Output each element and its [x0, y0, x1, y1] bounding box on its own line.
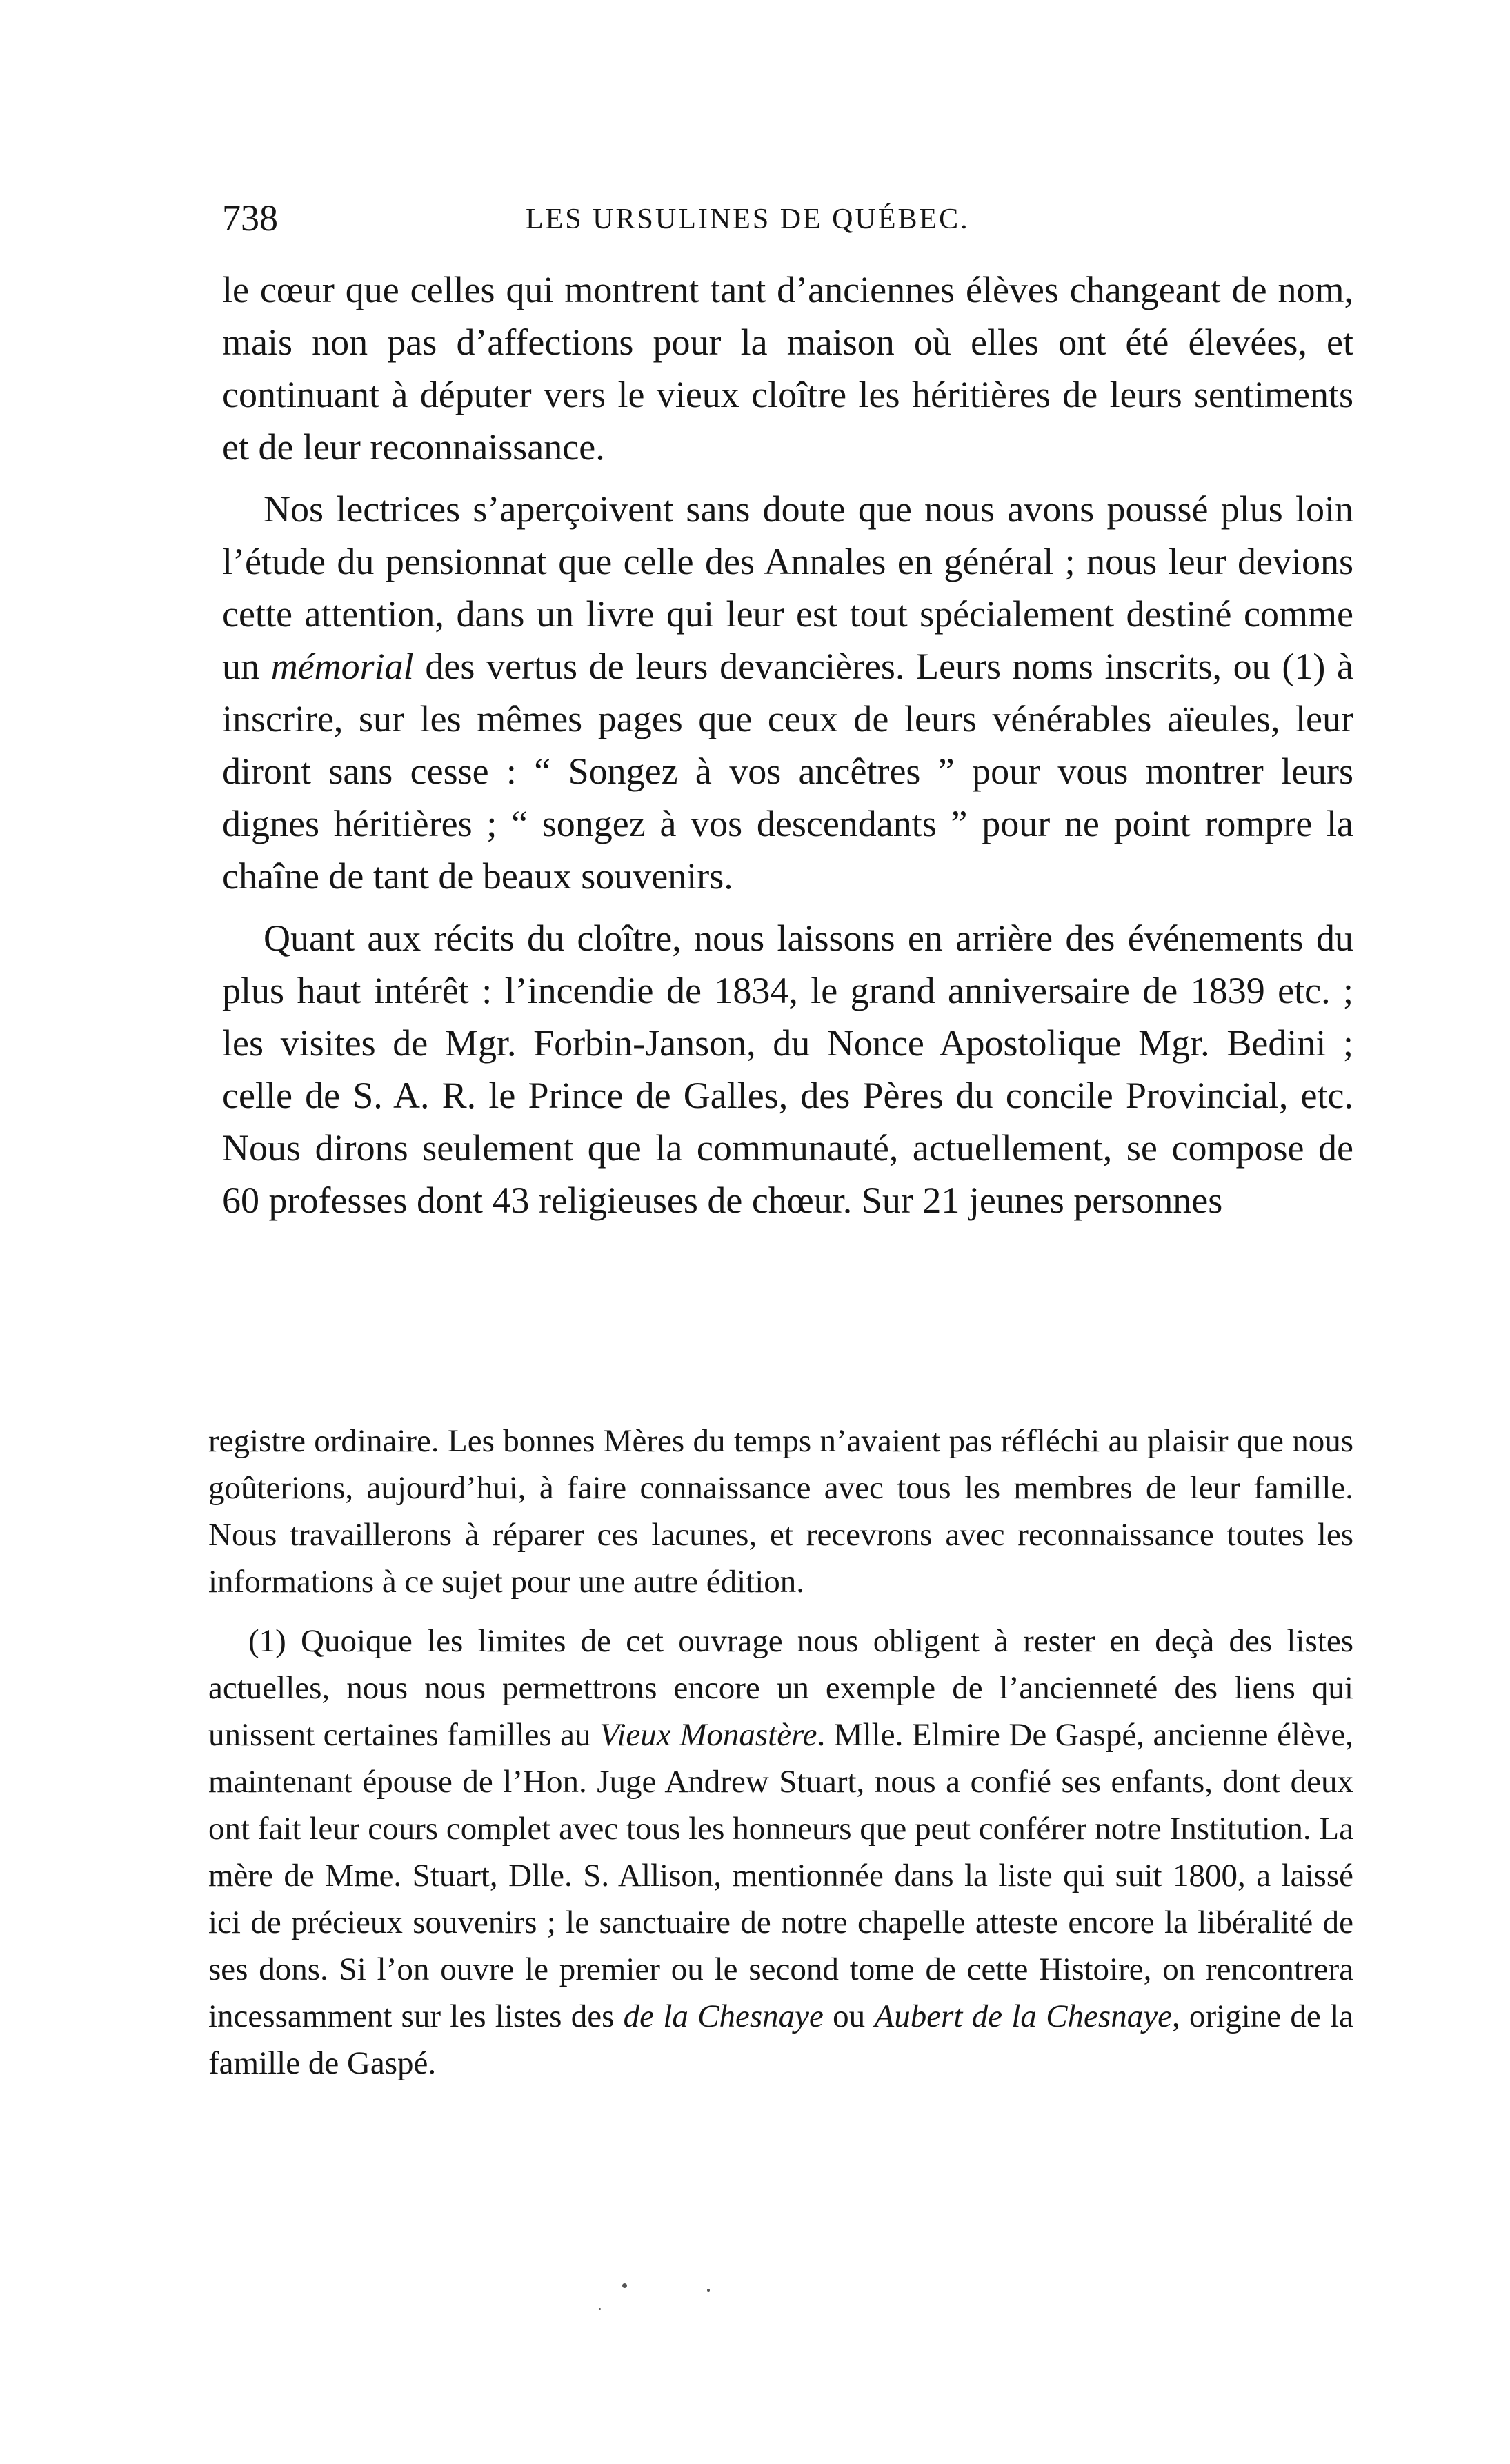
speck [622, 2283, 627, 2288]
chesnaye-italic: de la Chesnaye [623, 1998, 824, 2034]
main-text [222, 264, 1353, 1236]
running-head: LES URSULINES DE QUÉBEC. [526, 203, 970, 235]
paragraph-1: le cœur que celles qui montrent tant d’anciennes élèves changeant de nom, mais non pas d’affections pour la maison où elles ont été élevées, et continuant à députer vers le vieux cloître les héritières de leurs sentiments et de leur reconnaissance. [222, 269, 1353, 468]
footnotes [208, 1418, 1353, 2099]
paragraph-2-text-b: des vertus de leurs devancières. Leurs noms inscrits, ou (1) à inscrire, sur les mêmes pages que ceux de leurs vénérables aïeules, leur diront sans cesse : “ Songez à vos ancêtres ” pour vous montrer leurs dignes héritières ; “ songez à vos descendants ” pour ne point rompre la chaîne de tant de beaux souvenirs. [222, 646, 1353, 897]
footnote-1-text-b: . Mlle. Elmire De Gaspé, ancienne élève, maintenant épouse de l’Hon. Juge Andrew Stuart, nous a confié ses enfants, dont deux ont fait leur cours complet avec tous les honneurs que peut conférer notre Institution. La mère de Mme. Stuart, Dlle. S. Allison, mentionnée dans la liste qui suit 1800, a laissé ici de précieux souvenirs ; le sanctuaire de notre chapelle atteste encore la libéralité de ses dons. Si l’on ouvre le premier ou le second tome de cette Histoire, on rencontrera incessamment sur les listes des [208, 1717, 1353, 2034]
page-number: 738 [222, 197, 278, 239]
page-header [222, 190, 1360, 246]
speck [599, 2308, 601, 2310]
footnote-1-text-c: ou [823, 1998, 875, 2034]
paragraph-3: Quant aux récits du cloître, nous laissons en arrière des événements du plus haut intérêt : l’incendie de 1834, le grand anniversaire de 1839 etc. ; les visites de Mgr. Forbin-Janson, du Nonce Apostolique Mgr. Bedini ; celle de S. A. R. le Prince de Galles, des Pères du concile Provincial, etc. Nous dirons seulement que la communauté, actuellement, se compose de 60 professes dont 43 religieuses de chœur. Sur 21 jeunes personnes [222, 917, 1353, 1221]
aubert-italic: Aubert de la Chesnaye [874, 1998, 1172, 2034]
footnote-1 [208, 1618, 1353, 2087]
footnote-1-text-a: (1) Quoique les limites de cet ouvrage nous obligent à rester en deçà des listes actuelles, nous nous permettrons encore un exemple de l’ancienneté des liens qui unissent certaines familles au [208, 1623, 1353, 1753]
vieux-monastere-italic: Vieux Monastère [599, 1717, 817, 1753]
footnote-1-text-d: , origine de la famille de Gaspé. [208, 1998, 1353, 2081]
speck [707, 2289, 710, 2292]
paragraph-2-text-a: Nos lectrices s’aperçoivent sans doute que nous avons poussé plus loin l’étude du pensionnat que celle des Annales en général ; nous leur devions cette attention, dans un livre qui leur est tout spécialement destiné comme un [222, 488, 1353, 687]
footnote-continuation: registre ordinaire. Les bonnes Mères du temps n’avaient pas réfléchi au plaisir que nous goûterions, aujourd’hui, à faire connaissance avec tous les membres de leur famille. Nous travaillerons à réparer ces lacunes, et recevrons avec reconnaissance toutes les informations à ce sujet pour une autre édition. [208, 1423, 1353, 1600]
memorial-italic: mémorial [270, 646, 414, 687]
paragraph-2 [222, 483, 1353, 902]
print-specks [593, 2276, 800, 2318]
